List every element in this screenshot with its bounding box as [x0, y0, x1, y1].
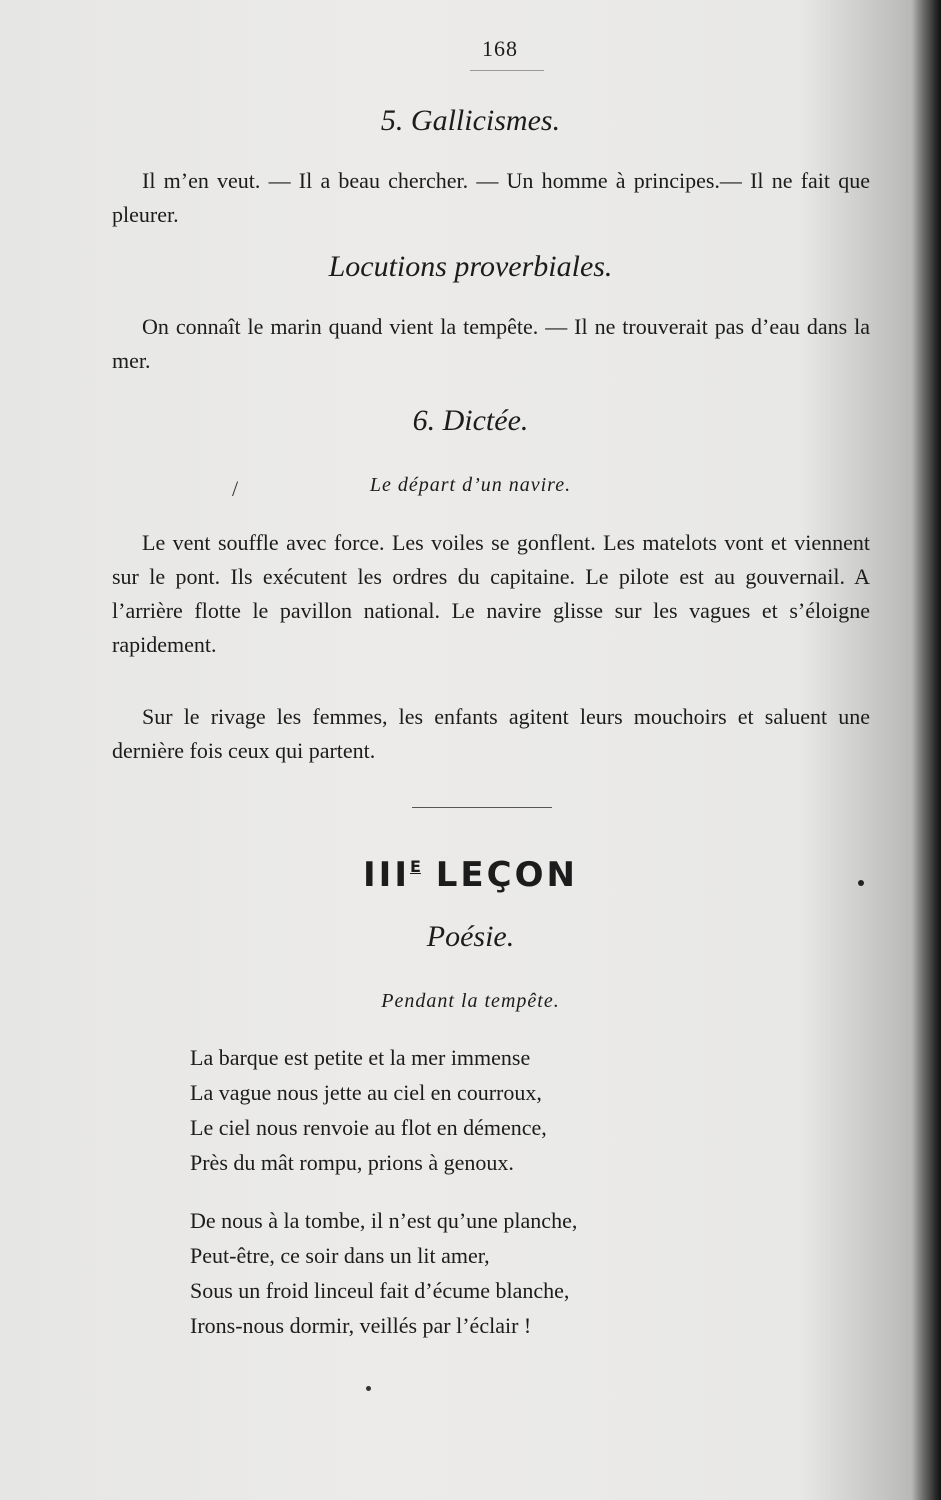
poem-line: La barque est petite et la mer immense [190, 1045, 531, 1070]
section-divider [412, 807, 552, 808]
poesie-title: Poésie. [426, 920, 515, 953]
lesson-numeral: III [363, 855, 410, 895]
margin-mark: / [232, 476, 239, 501]
dictee-title: 6. Dictée. [412, 404, 529, 437]
dictee-paragraph-1: Le vent souffle avec force. Les voiles se gonflent. Les matelots vont et viennent sur le pont. Ils exécutent les ordres du capitaine. Le pilote est au gouvernail. A l’arrière flotte le pavillon national. Le navire glisse sur les vagues et s’éloigne rapidement. [112, 530, 870, 657]
print-speck [366, 1386, 371, 1391]
print-dot [858, 880, 864, 886]
poem-line: Irons-nous dormir, veillés par l’éclair ! [190, 1313, 532, 1338]
poem-line: La vague nous jette au ciel en courroux, [190, 1080, 542, 1105]
lesson-heading [0, 855, 941, 895]
locutions-text: On connaît le marin quand vient la tempête. — Il ne trouverait pas d’eau dans la mer. [112, 314, 870, 373]
poem-line: Le ciel nous renvoie au flot en démence, [190, 1115, 547, 1140]
locutions-title: Locutions proverbiales. [328, 250, 613, 283]
lesson-suffix: E [409, 857, 421, 876]
header-rule [470, 70, 544, 71]
page-number: 168 [482, 36, 518, 61]
poesie-subtitle: Pendant la tempête. [381, 990, 560, 1012]
lesson-word: LEÇON [435, 855, 578, 895]
gallicismes-text: Il m’en veut. — Il a beau chercher. — Un homme à principes.— Il ne fait que pleurer. [112, 168, 870, 227]
dictee-paragraph-2: Sur le rivage les femmes, les enfants agitent leurs mouchoirs et saluent une dernière fois ceux qui partent. [112, 704, 870, 763]
poem-line: Près du mât rompu, prions à genoux. [190, 1150, 514, 1175]
poem-stanza-1 [190, 1040, 810, 1180]
poem-line: Peut-être, ce soir dans un lit amer, [190, 1243, 490, 1268]
poem-stanza-2 [190, 1203, 810, 1343]
page-binding-shadow [911, 0, 941, 1500]
poem-line: Sous un froid linceul fait d’écume blanche, [190, 1278, 570, 1303]
gallicismes-title: 5. Gallicismes. [380, 104, 561, 137]
dictee-subtitle: Le départ d’un navire. [369, 474, 572, 496]
poem-line: De nous à la tombe, il n’est qu’une planche, [190, 1208, 578, 1233]
